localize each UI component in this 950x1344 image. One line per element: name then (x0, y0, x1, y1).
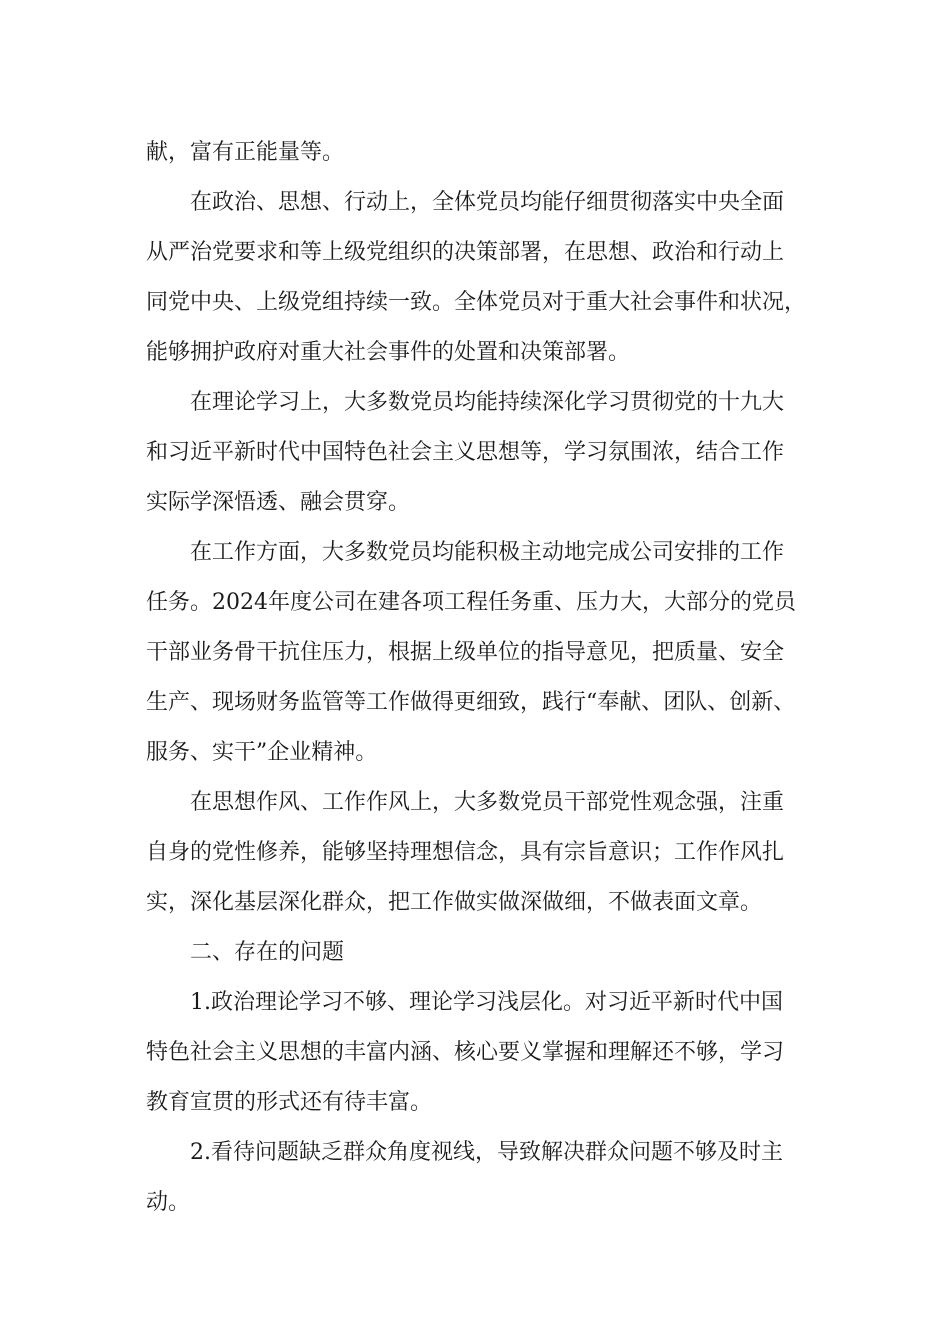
text-line: 服务、实干”企业精神。 (146, 740, 378, 765)
paragraph-start-line: 在政治、思想、行动上，全体党员均能仔细贯彻落实中央全面 (190, 190, 785, 215)
text-line: 动。 (146, 1190, 191, 1215)
paragraph-start-line: 在理论学习上，大多数党员均能持续深化学习贯彻党的十九大 (190, 390, 785, 415)
text-line: 实，深化基层深化群众，把工作做实做深做细，不做表面文章。 (146, 890, 763, 915)
text-line: 特色社会主义思想的丰富内涵、核心要义掌握和理解还不够，学习 (146, 1040, 785, 1065)
text-line: 自身的党性修养，能够坚持理想信念，具有宗旨意识；工作作风扎 (146, 840, 785, 865)
document-body (146, 128, 826, 1228)
list-item-start-line: 2.看待问题缺乏群众角度视线，导致解决群众问题不够及时主 (190, 1140, 783, 1165)
text-line: 和习近平新时代中国特色社会主义思想等，学习氛围浓，结合工作 (146, 440, 785, 465)
text-line: 同党中央、上级党组持续一致。全体党员对于重大社会事件和状况， (146, 290, 807, 315)
list-item-start-line: 1.政治理论学习不够、理论学习浅层化。对习近平新时代中国 (190, 990, 783, 1015)
paragraph-start-line: 在工作方面，大多数党员均能积极主动地完成公司安排的工作 (190, 540, 785, 565)
text-line: 能够拥护政府对重大社会事件的处置和决策部署。 (146, 340, 631, 365)
text-line: 教育宣贯的形式还有待丰富。 (146, 1090, 433, 1115)
text-line: 生产、现场财务监管等工作做得更细致，践行“奉献、团队、创新、 (146, 690, 796, 715)
paragraph-start-line: 在思想作风、工作作风上，大多数党员干部党性观念强，注重 (190, 790, 785, 815)
text-line: 从严治党要求和等上级党组织的决策部署，在思想、政治和行动上 (146, 240, 785, 265)
text-line: 实际学深悟透、融会贯穿。 (146, 490, 411, 515)
section-heading: 二、存在的问题 (190, 940, 345, 965)
text-line: 干部业务骨干抗住压力，根据上级单位的指导意见，把质量、安全 (146, 640, 785, 665)
text-line: 献，富有正能量等。 (146, 140, 345, 165)
text-line: 任务。2024年度公司在建各项工程任务重、压力大，大部分的党员 (146, 590, 796, 615)
